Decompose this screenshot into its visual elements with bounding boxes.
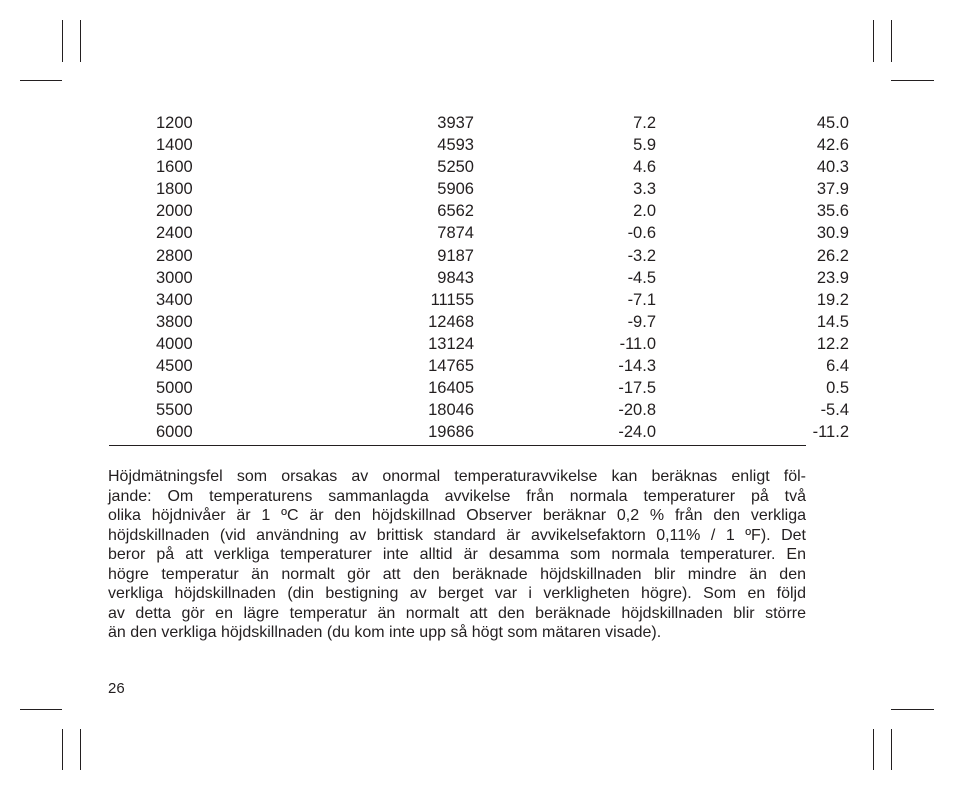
table-cell: 26.2	[816, 246, 849, 265]
table-cell: 9843	[437, 268, 474, 287]
table-cell: 14.5	[816, 312, 849, 331]
table-cell: 3800	[156, 312, 193, 331]
table-row	[109, 156, 849, 178]
table-cell: 2800	[156, 246, 193, 265]
table-cell: 30.9	[816, 224, 849, 243]
crop-mark	[80, 729, 81, 770]
table-bottom-rule	[109, 445, 806, 446]
table-cell: 23.9	[816, 268, 849, 287]
paragraph-line: olika höjdnivåer är 1 ºC är den höjdskillnad Observer beräknar 0,2 % från den verkliga	[108, 507, 806, 524]
table-cell: 6.4	[826, 357, 849, 376]
table-cell: 7874	[437, 224, 474, 243]
table-cell: 5000	[156, 379, 193, 398]
table-cell: -7.1	[627, 290, 656, 309]
table-cell: 5.9	[633, 136, 656, 155]
table-cell: 5906	[437, 180, 474, 199]
table-cell: 7.2	[633, 114, 656, 132]
table-cell: 19686	[428, 423, 474, 442]
table-cell: 4.6	[633, 158, 656, 177]
table-row	[109, 355, 849, 377]
table-cell: -9.7	[627, 312, 656, 331]
table-cell: -14.3	[618, 357, 656, 376]
table-cell: 13124	[428, 334, 474, 353]
paragraph-line: av detta gör en lägre temperatur än normalt att den beräknade höjdskillnaden blir större	[108, 604, 806, 622]
table-cell: 37.9	[816, 180, 849, 199]
table-cell: 11155	[430, 290, 474, 309]
table-cell: 2.0	[633, 202, 656, 221]
table-cell: 2000	[156, 202, 193, 221]
table-cell: 3937	[437, 114, 474, 132]
crop-mark	[20, 80, 62, 81]
table-row	[109, 200, 849, 222]
table-cell: -20.8	[618, 401, 656, 420]
crop-mark	[20, 709, 62, 710]
table-cell: 45.0	[816, 114, 849, 132]
table-row	[109, 333, 849, 355]
table-cell: 1600	[156, 158, 193, 177]
paragraph-line: höjdskillnaden (vid användning av brittisk standard är avvikelsefaktorn 0,11% / 1 ºF). Det	[108, 526, 806, 544]
table-cell: -11.0	[619, 334, 656, 353]
crop-mark	[80, 20, 81, 62]
crop-mark	[891, 20, 892, 62]
table-cell: 4000	[156, 334, 193, 353]
table-cell: -24.0	[618, 423, 656, 442]
table-cell: 1200	[156, 114, 193, 132]
crop-mark	[891, 80, 934, 81]
table-row	[109, 267, 849, 289]
crop-mark	[891, 709, 934, 710]
body-paragraph	[108, 467, 806, 643]
table-row	[109, 377, 849, 399]
table-cell: 9187	[437, 246, 474, 265]
table-cell: 3400	[156, 290, 193, 309]
table-row	[109, 421, 849, 443]
table-cell: 4593	[437, 136, 474, 155]
table-cell: 0.5	[826, 379, 849, 398]
table-cell: -17.5	[618, 379, 656, 398]
table-row	[109, 311, 849, 333]
page-number: 26	[108, 680, 125, 697]
table-cell: 19.2	[816, 290, 849, 309]
table-cell: -0.6	[627, 224, 656, 243]
table-cell: 14765	[428, 357, 474, 376]
table-cell: 2400	[156, 224, 193, 243]
table-row	[109, 245, 849, 267]
table-cell: 5500	[156, 401, 193, 420]
paragraph-line: högre temperatur än normalt gör att den beräknade höjdskillnaden blir mindre än den	[108, 565, 806, 583]
crop-mark	[62, 20, 63, 62]
paragraph-line: Höjdmätningsfel som orsakas av onormal temperaturavvikelse kan beräknas enligt föl-	[108, 468, 806, 485]
table-row	[109, 178, 849, 200]
paragraph-line: jande: Om temperaturens sammanlagda avvikelse från normala temperaturer på två	[108, 487, 806, 505]
table-row	[109, 112, 849, 134]
table-cell: 6000	[156, 423, 193, 442]
table-row	[109, 289, 849, 311]
table-row	[109, 134, 849, 156]
crop-mark	[873, 729, 874, 770]
paragraph-line: än den verkliga höjdskillnaden (du kom inte upp så högt som mätaren visade).	[108, 624, 662, 641]
table-cell: -4.5	[627, 268, 656, 287]
table-cell: 35.6	[816, 202, 849, 221]
table-cell: 6562	[437, 202, 474, 221]
table-cell: -11.2	[812, 423, 849, 442]
table-cell: 12468	[428, 312, 474, 331]
table-row	[109, 399, 849, 421]
altitude-temperature-table	[109, 112, 849, 443]
paragraph-line: verkliga höjdskillnaden (din bestigning av berget var i verkligheten högre). Som en följd	[108, 585, 806, 602]
crop-mark	[891, 729, 892, 770]
table-cell: -5.4	[820, 401, 849, 420]
table-cell: 3.3	[633, 180, 656, 199]
table-cell: 4500	[156, 357, 193, 376]
paragraph-line: beror på att verkliga temperaturer inte alltid är desamma som normala temperaturer. En	[108, 546, 806, 563]
table-cell: 1400	[156, 136, 193, 155]
table-cell: -3.2	[627, 246, 656, 265]
table-cell: 16405	[428, 379, 474, 398]
table-cell: 5250	[437, 158, 474, 177]
table-row	[109, 222, 849, 244]
table-cell: 18046	[428, 401, 474, 420]
crop-mark	[62, 729, 63, 770]
table-cell: 3000	[156, 268, 193, 287]
table-cell: 40.3	[816, 158, 849, 177]
table-cell: 42.6	[816, 136, 849, 155]
crop-mark	[873, 20, 874, 62]
table-cell: 12.2	[816, 334, 849, 353]
table-cell: 1800	[156, 180, 193, 199]
